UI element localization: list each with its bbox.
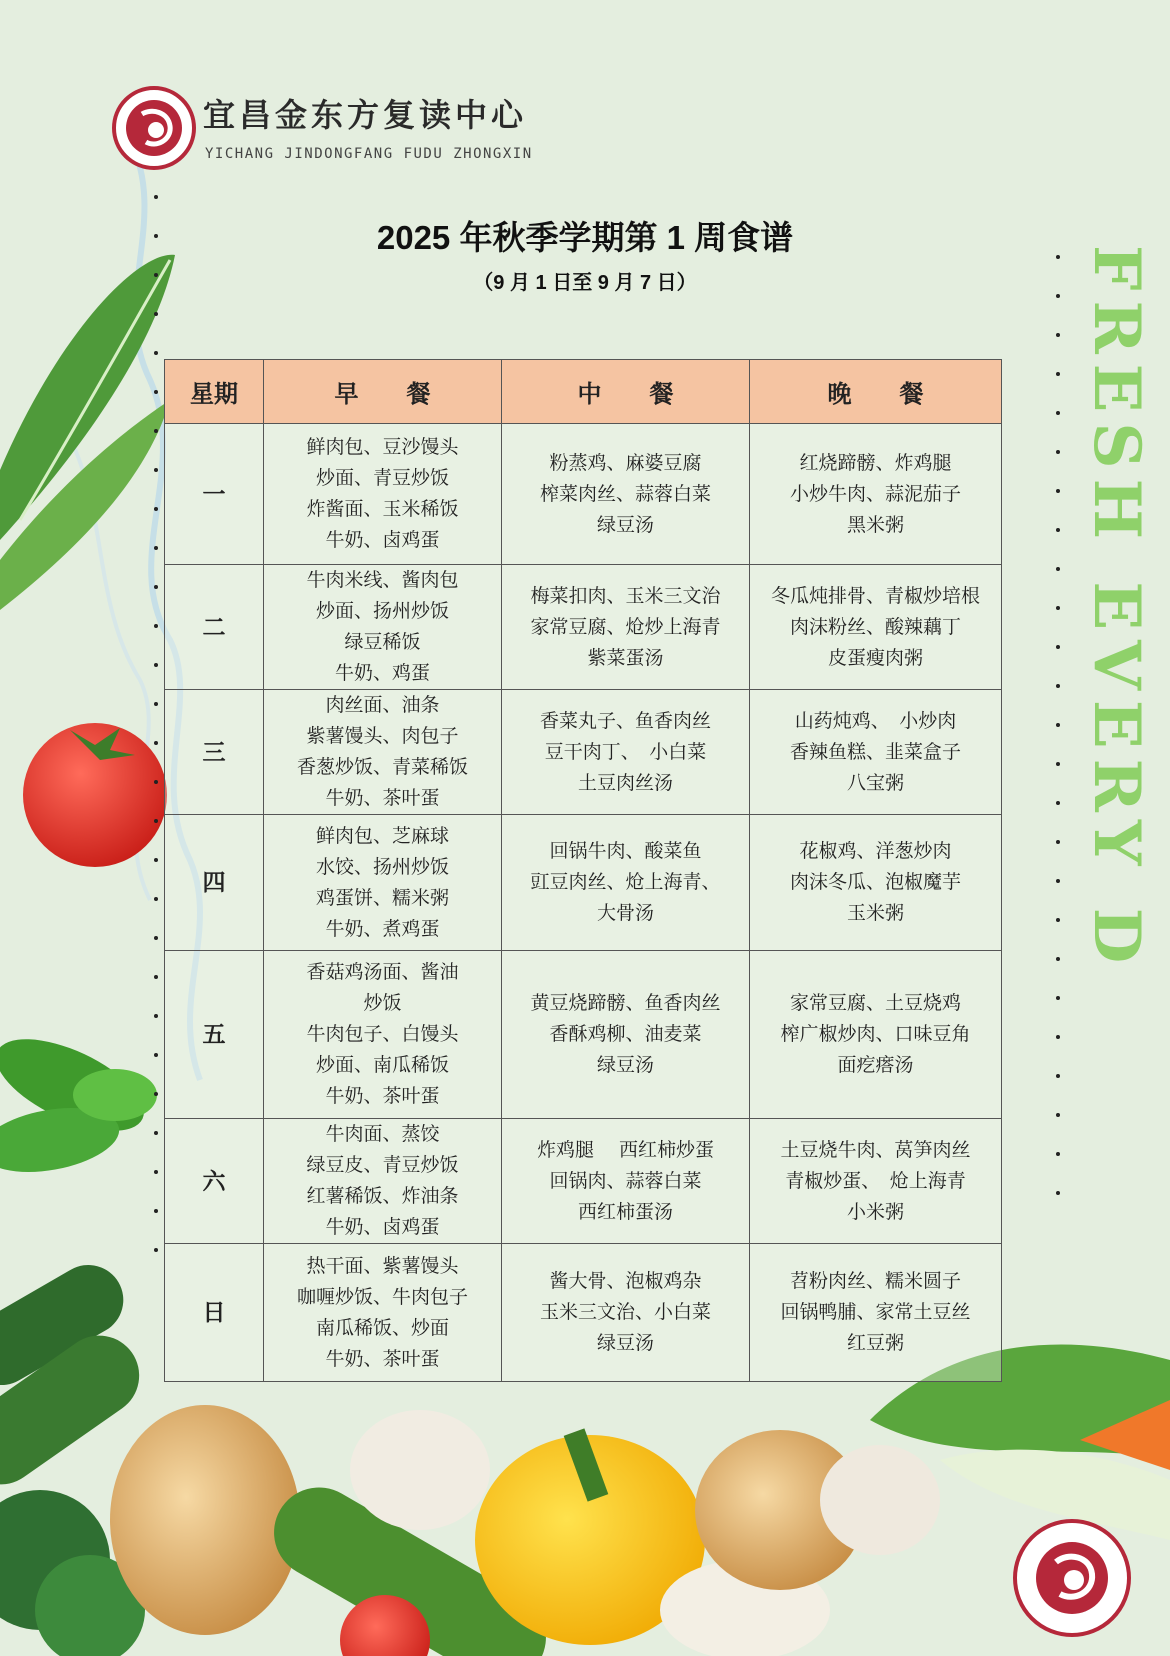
header-dinner: 晚 餐 <box>750 360 1002 424</box>
education-group-logo <box>1012 1518 1132 1638</box>
table-row <box>165 815 1002 951</box>
weekday-cell: 一 <box>165 424 264 565</box>
school-logo <box>112 86 196 170</box>
breakfast-cell: 肉丝面、油条 紫薯馒头、肉包子 香葱炒饭、青菜稀饭 牛奶、茶叶蛋 <box>264 690 502 815</box>
date-range: （9 月 1 日至 9 月 7 日） <box>473 272 697 294</box>
dotted-line-left <box>154 195 162 1287</box>
table-row <box>165 690 1002 815</box>
breakfast-cell: 香菇鸡汤面、酱油 炒饭 牛肉包子、白馒头 炒面、南瓜稀饭 牛奶、茶叶蛋 <box>264 951 502 1119</box>
weekday-cell: 六 <box>165 1119 264 1244</box>
table-header-row <box>165 360 1002 424</box>
dinner-cell: 土豆烧牛肉、莴笋肉丝 青椒炒蛋、 炝上海青 小米粥 <box>750 1119 1002 1244</box>
dotted-line-right <box>1056 255 1064 1230</box>
weekday-cell: 四 <box>165 815 264 951</box>
dinner-cell: 山药炖鸡、 小炒肉 香辣鱼糕、韭菜盒子 八宝粥 <box>750 690 1002 815</box>
breakfast-cell: 牛肉米线、酱肉包 炒面、扬州炒饭 绿豆稀饭 牛奶、鸡蛋 <box>264 565 502 690</box>
table-row <box>165 1244 1002 1382</box>
page-title: 2025 年秋季学期第 1 周食谱 <box>376 219 794 256</box>
brand-chinese-name: 宜昌金东方复读中心 <box>203 96 528 134</box>
weekly-menu-table <box>164 359 1002 1382</box>
weekday-cell: 三 <box>165 690 264 815</box>
fresh-every-day-text: FRESH EVERY D <box>1079 245 1154 974</box>
lunch-cell: 炸鸡腿 西红柿炒蛋 回锅肉、蒜蓉白菜 西红柿蛋汤 <box>502 1119 750 1244</box>
lunch-cell: 酱大骨、泡椒鸡杂 玉米三文治、小白菜 绿豆汤 <box>502 1244 750 1382</box>
lunch-cell: 香菜丸子、鱼香肉丝 豆干肉丁、 小白菜 土豆肉丝汤 <box>502 690 750 815</box>
weekday-cell: 日 <box>165 1244 264 1382</box>
header-breakfast: 早 餐 <box>264 360 502 424</box>
brand-english-name: YICHANG JINDONGFANG FUDU ZHONGXIN <box>205 146 533 162</box>
lunch-cell: 梅菜扣肉、玉米三文治 家常豆腐、炝炒上海青 紫菜蛋汤 <box>502 565 750 690</box>
table-row <box>165 951 1002 1119</box>
table-row <box>165 424 1002 565</box>
header-lunch: 中 餐 <box>502 360 750 424</box>
table-row <box>165 1119 1002 1244</box>
dinner-cell: 苕粉肉丝、糯米圆子 回锅鸭脯、家常土豆丝 红豆粥 <box>750 1244 1002 1382</box>
header-weekday: 星期 <box>165 360 264 424</box>
breakfast-cell: 热干面、紫薯馒头 咖喱炒饭、牛肉包子 南瓜稀饭、炒面 牛奶、茶叶蛋 <box>264 1244 502 1382</box>
dinner-cell: 家常豆腐、土豆烧鸡 榨广椒炒肉、口味豆角 面疙瘩汤 <box>750 951 1002 1119</box>
table-row <box>165 565 1002 690</box>
breakfast-cell: 鲜肉包、豆沙馒头 炒面、青豆炒饭 炸酱面、玉米稀饭 牛奶、卤鸡蛋 <box>264 424 502 565</box>
breakfast-cell: 鲜肉包、芝麻球 水饺、扬州炒饭 鸡蛋饼、糯米粥 牛奶、煮鸡蛋 <box>264 815 502 951</box>
dinner-cell: 红烧蹄髈、炸鸡腿 小炒牛肉、蒜泥茄子 黑米粥 <box>750 424 1002 565</box>
dinner-cell: 花椒鸡、洋葱炒肉 肉沫冬瓜、泡椒魔芋 玉米粥 <box>750 815 1002 951</box>
lunch-cell: 回锅牛肉、酸菜鱼 豇豆肉丝、炝上海青、 大骨汤 <box>502 815 750 951</box>
weekday-cell: 五 <box>165 951 264 1119</box>
weekday-cell: 二 <box>165 565 264 690</box>
dinner-cell: 冬瓜炖排骨、青椒炒培根 肉沫粉丝、酸辣藕丁 皮蛋瘦肉粥 <box>750 565 1002 690</box>
breakfast-cell: 牛肉面、蒸饺 绿豆皮、青豆炒饭 红薯稀饭、炸油条 牛奶、卤鸡蛋 <box>264 1119 502 1244</box>
lunch-cell: 粉蒸鸡、麻婆豆腐 榨菜肉丝、蒜蓉白菜 绿豆汤 <box>502 424 750 565</box>
lunch-cell: 黄豆烧蹄髈、鱼香肉丝 香酥鸡柳、油麦菜 绿豆汤 <box>502 951 750 1119</box>
